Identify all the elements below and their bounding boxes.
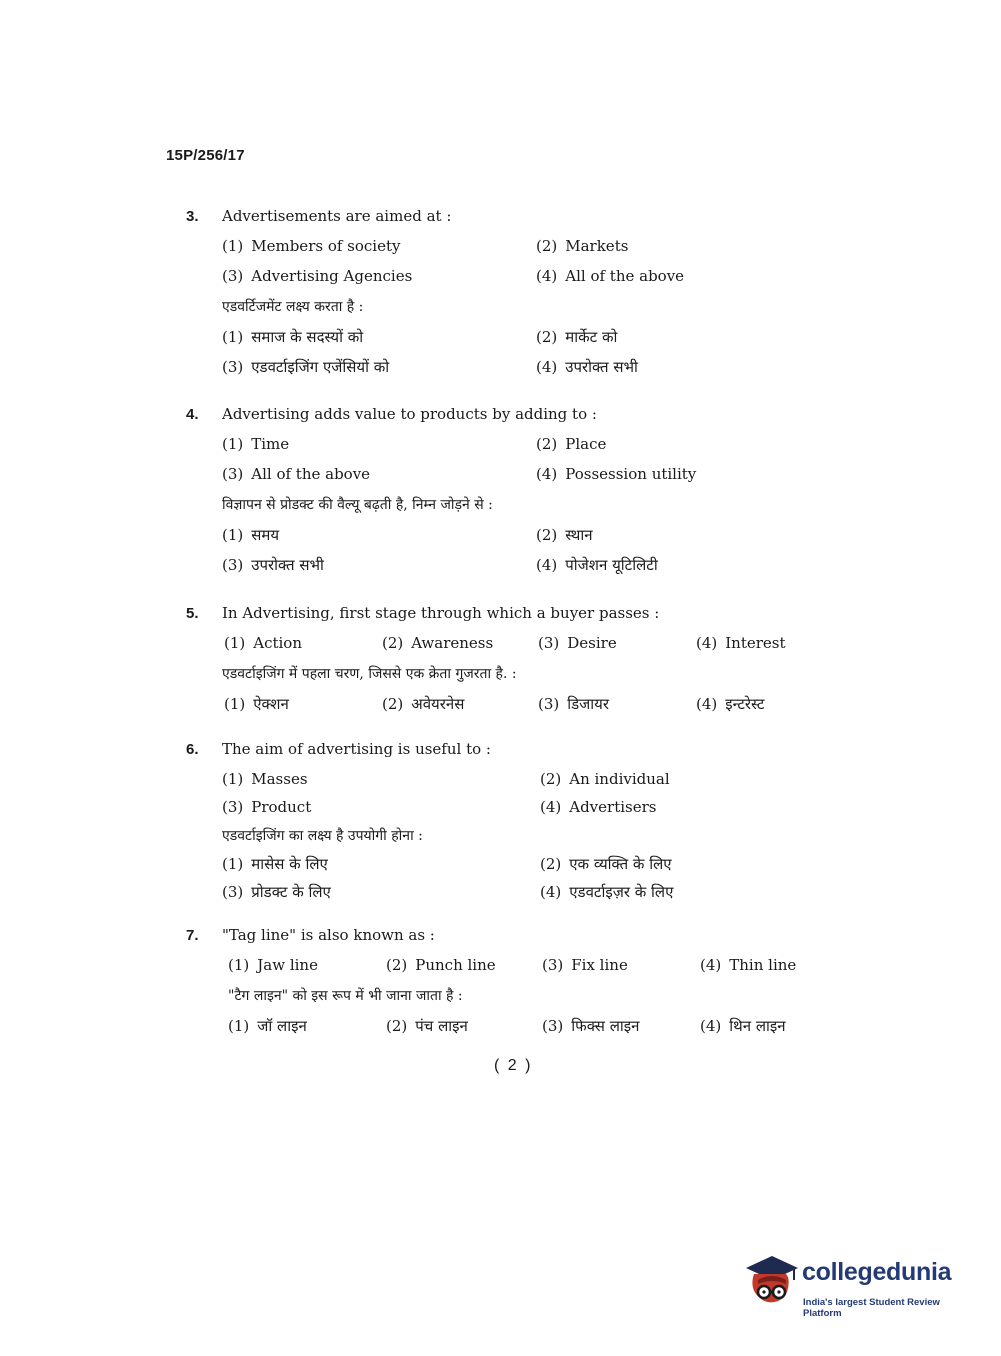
question-text-hi: एडवर्टाइजिंग का लक्ष्य है उपयोगी होना : xyxy=(222,828,423,844)
option-1: (1) Jaw line xyxy=(228,956,318,974)
option-hi-1: (1) समय xyxy=(222,526,280,544)
question-number: 4. xyxy=(186,406,199,423)
option-1: (1) Time xyxy=(222,435,290,453)
question-text-hi: विज्ञापन से प्रोडक्ट की वैल्यू बढ़ती है, निम्न जोड़ने से : xyxy=(222,497,493,513)
option-hi-3: (3) प्रोडक्ट के लिए xyxy=(222,883,331,901)
option-hi-3: (3) एडवर्टाइजिंग एजेंसियों को xyxy=(222,358,390,376)
question-5 xyxy=(186,604,826,724)
brand-tagline: India's largest Student Review Platform xyxy=(803,1297,940,1319)
option-3: (3) All of the above xyxy=(222,465,371,483)
question-text-en: In Advertising, first stage through which a buyer passes : xyxy=(222,604,660,622)
question-7 xyxy=(186,926,826,1046)
option-1: (1) Members of society xyxy=(222,237,401,255)
options-en xyxy=(228,956,826,986)
option-hi-1: (1) जॉ लाइन xyxy=(228,1017,307,1035)
option-hi-2: (2) अवेयरनेस xyxy=(382,695,465,713)
option-4: (4) Thin line xyxy=(700,956,797,974)
options-hi xyxy=(222,327,826,387)
option-3: (3) Desire xyxy=(538,634,617,652)
question-text-en: Advertising adds value to products by adding to : xyxy=(222,405,597,423)
option-hi-4: (4) उपरोक्त सभी xyxy=(536,358,638,376)
question-6 xyxy=(186,740,826,910)
option-hi-1: (1) मासेस के लिए xyxy=(222,855,328,873)
question-number: 5. xyxy=(186,605,199,622)
option-1: (1) Action xyxy=(224,634,302,652)
option-hi-2: (2) स्थान xyxy=(536,526,593,544)
option-hi-4: (4) एडवर्टाइज़र के लिए xyxy=(540,883,674,901)
option-hi-1: (1) ऐक्शन xyxy=(224,695,289,713)
option-hi-3: (3) डिजायर xyxy=(538,695,610,713)
option-hi-3: (3) फिक्स लाइन xyxy=(542,1017,640,1035)
option-3: (3) Fix line xyxy=(542,956,628,974)
options-en xyxy=(222,770,826,826)
option-2: (2) Markets xyxy=(536,237,629,255)
option-hi-2: (2) पंच लाइन xyxy=(386,1017,468,1035)
question-number: 3. xyxy=(186,208,199,225)
question-text-en: "Tag line" is also known as : xyxy=(222,926,435,944)
question-4 xyxy=(186,405,826,585)
options-en xyxy=(224,634,826,664)
options-en xyxy=(222,435,826,495)
brand-name: collegedunia xyxy=(802,1258,952,1286)
option-hi-2: (2) एक व्यक्ति के लिए xyxy=(540,855,672,873)
options-en xyxy=(222,237,826,297)
question-text-hi: "टैग लाइन" को इस रूप में भी जाना जाता है : xyxy=(228,988,463,1004)
option-2: (2) Punch line xyxy=(386,956,496,974)
option-hi-3: (3) उपरोक्त सभी xyxy=(222,556,324,574)
question-text-en: Advertisements are aimed at : xyxy=(222,207,452,225)
watermark-logo xyxy=(742,1250,972,1320)
option-hi-4: (4) पोजेशन यूटिलिटी xyxy=(536,556,658,574)
question-number: 7. xyxy=(186,927,199,944)
options-hi xyxy=(224,694,826,724)
option-4: (4) Interest xyxy=(696,634,786,652)
option-hi-1: (1) समाज के सदस्यों को xyxy=(222,328,364,346)
page-number: ( 2 ) xyxy=(494,1057,533,1074)
option-4: (4) All of the above xyxy=(536,267,685,285)
option-2: (2) An individual xyxy=(540,770,670,788)
option-hi-4: (4) इन्टरेस्ट xyxy=(696,695,765,713)
option-3: (3) Advertising Agencies xyxy=(222,267,413,285)
option-2: (2) Awareness xyxy=(382,634,494,652)
options-hi xyxy=(222,525,826,585)
option-2: (2) Place xyxy=(536,435,607,453)
option-4: (4) Possession utility xyxy=(536,465,697,483)
question-text-hi: एडवर्टिजमेंट लक्ष्य करता है : xyxy=(222,299,364,315)
question-3 xyxy=(186,207,826,387)
option-1: (1) Masses xyxy=(222,770,308,788)
option-3: (3) Product xyxy=(222,798,312,816)
option-4: (4) Advertisers xyxy=(540,798,657,816)
question-text-hi: एडवर्टाइजिंग में पहला चरण, जिससे एक क्रेता गुजरता है. : xyxy=(222,666,517,682)
question-number: 6. xyxy=(186,741,199,758)
option-hi-2: (2) मार्केट को xyxy=(536,328,618,346)
option-hi-4: (4) थिन लाइन xyxy=(700,1017,786,1035)
question-text-en: The aim of advertising is useful to : xyxy=(222,740,491,758)
student-mascot-icon xyxy=(742,1250,802,1312)
paper-code: 15P/256/17 xyxy=(166,147,245,164)
options-hi xyxy=(228,1016,826,1046)
options-hi xyxy=(222,854,826,910)
